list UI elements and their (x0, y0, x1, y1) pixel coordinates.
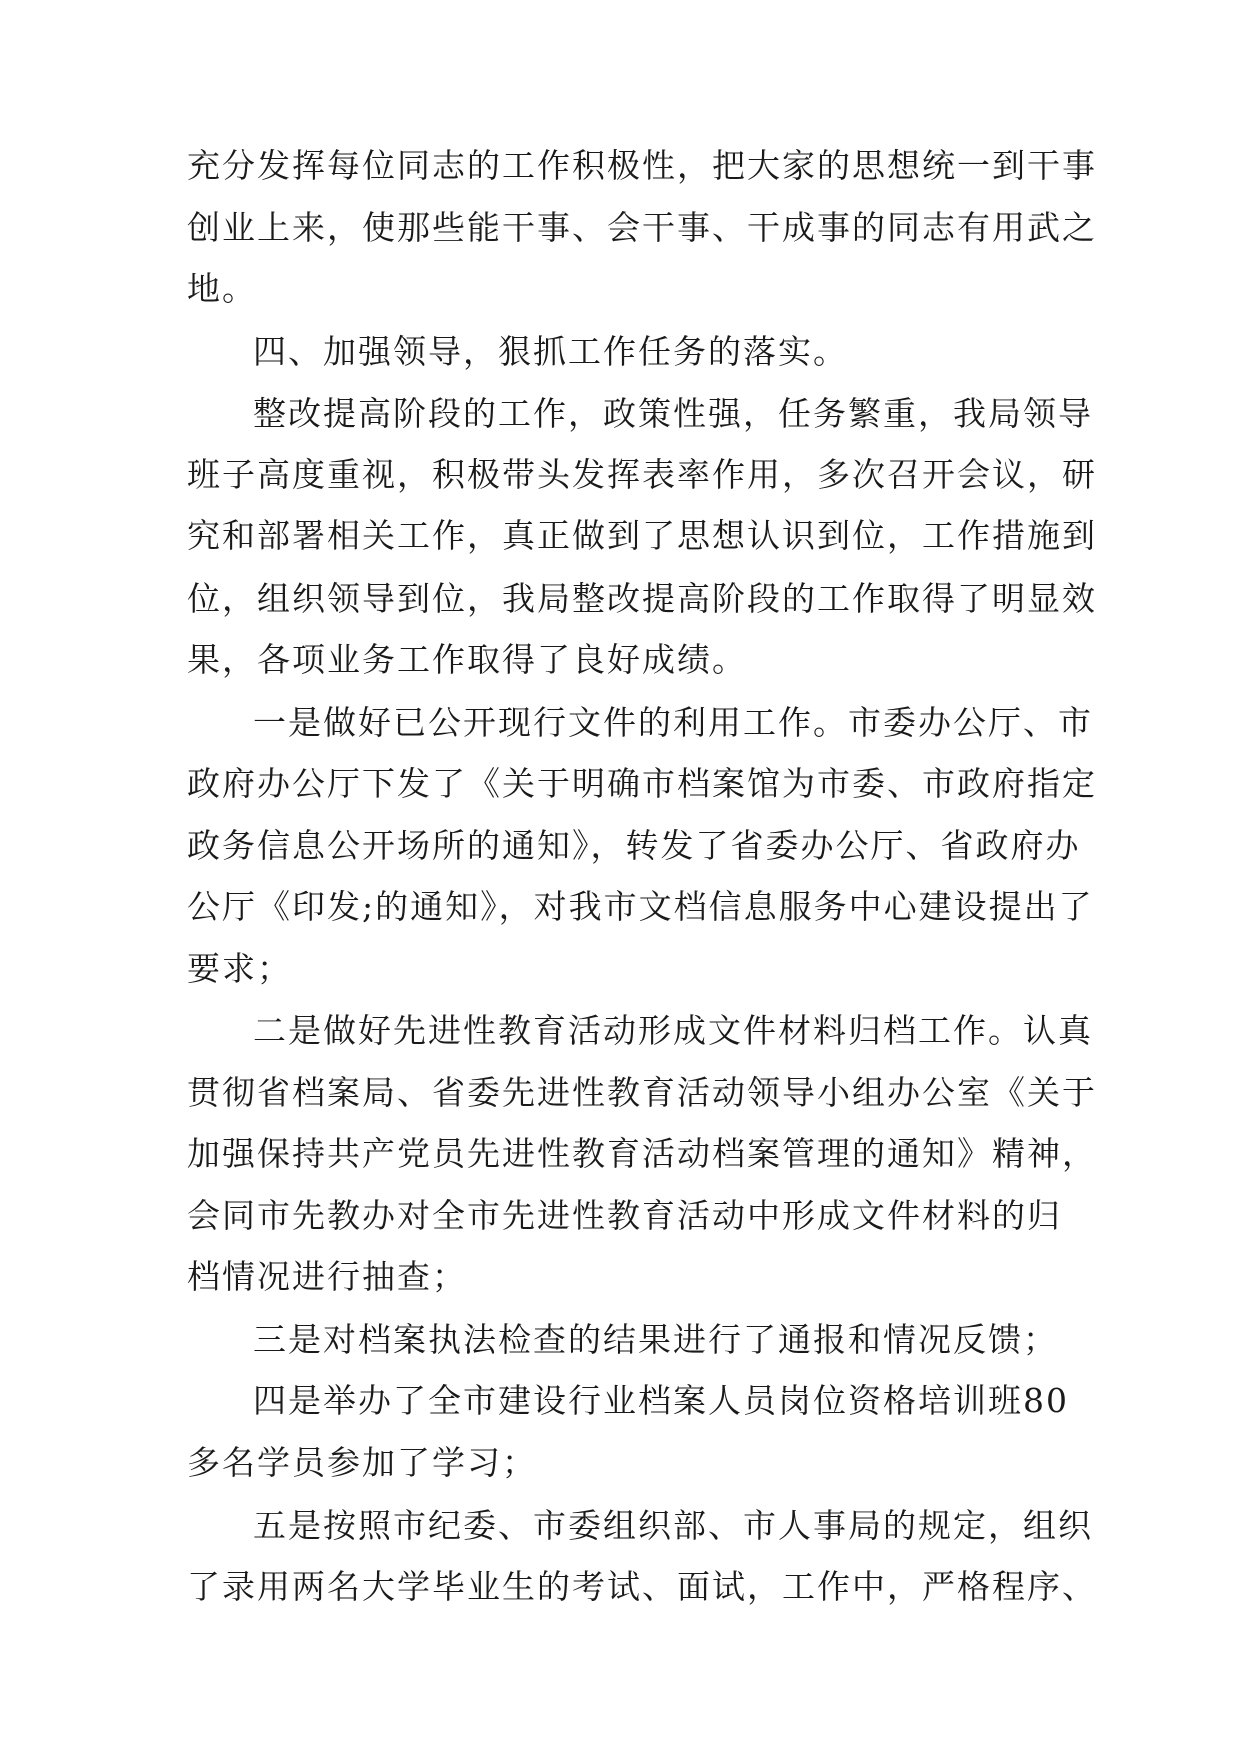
text-line: 三是对档案执法检查的结果进行了通报和情况反馈； (253, 1320, 1058, 1359)
text-line: 位，组织领导到位，我局整改提高阶段的工作取得了明显效 (187, 579, 1097, 618)
text-line: 地。 (187, 269, 257, 308)
text-line: 了录用两名大学毕业生的考试、面试，工作中，严格程序、 (187, 1567, 1097, 1606)
text-line: 政务信息公开场所的通知》，转发了省委办公厅、省政府办 (187, 826, 1081, 865)
text-line: 四是举办了全市建设行业档案人员岗位资格培训班80 (253, 1381, 1069, 1420)
text-line: 多名学员参加了学习； (187, 1443, 537, 1482)
text-line: 五是按照市纪委、市委组织部、市人事局的规定，组织 (253, 1506, 1093, 1545)
text-line: 果，各项业务工作取得了良好成绩。 (187, 640, 747, 679)
text-line: 充分发挥每位同志的工作积极性，把大家的思想统一到干事 (187, 146, 1097, 185)
text-line: 创业上来，使那些能干事、会干事、干成事的同志有用武之 (187, 208, 1097, 247)
text-line: 班子高度重视，积极带头发挥表率作用，多次召开会议，研 (187, 455, 1097, 494)
text-line: 公厅《印发;的通知》，对我市文档信息服务中心建设提出了 (187, 887, 1094, 926)
text-line: 贯彻省档案局、省委先进性教育活动领导小组办公室《关于 (187, 1073, 1097, 1112)
text-line: 整改提高阶段的工作，政策性强，任务繁重，我局领导 (253, 394, 1093, 433)
text-line: 究和部署相关工作，真正做到了思想认识到位，工作措施到 (187, 516, 1097, 555)
text-line: 会同市先教办对全市先进性教育活动中形成文件材料的归 (187, 1196, 1062, 1235)
section-heading: 四、加强领导，狠抓工作任务的落实。 (253, 332, 848, 371)
text-line: 档情况进行抽查； (187, 1257, 467, 1296)
text-line: 要求； (187, 949, 292, 988)
text-line: 政府办公厅下发了《关于明确市档案馆为市委、市政府指定 (187, 764, 1097, 803)
text-line: 加强保持共产党员先进性教育活动档案管理的通知》精神， (187, 1134, 1097, 1173)
text-line: 一是做好已公开现行文件的利用工作。市委办公厅、市 (253, 703, 1093, 742)
text-line: 二是做好先进性教育活动形成文件材料归档工作。认真 (253, 1011, 1093, 1050)
